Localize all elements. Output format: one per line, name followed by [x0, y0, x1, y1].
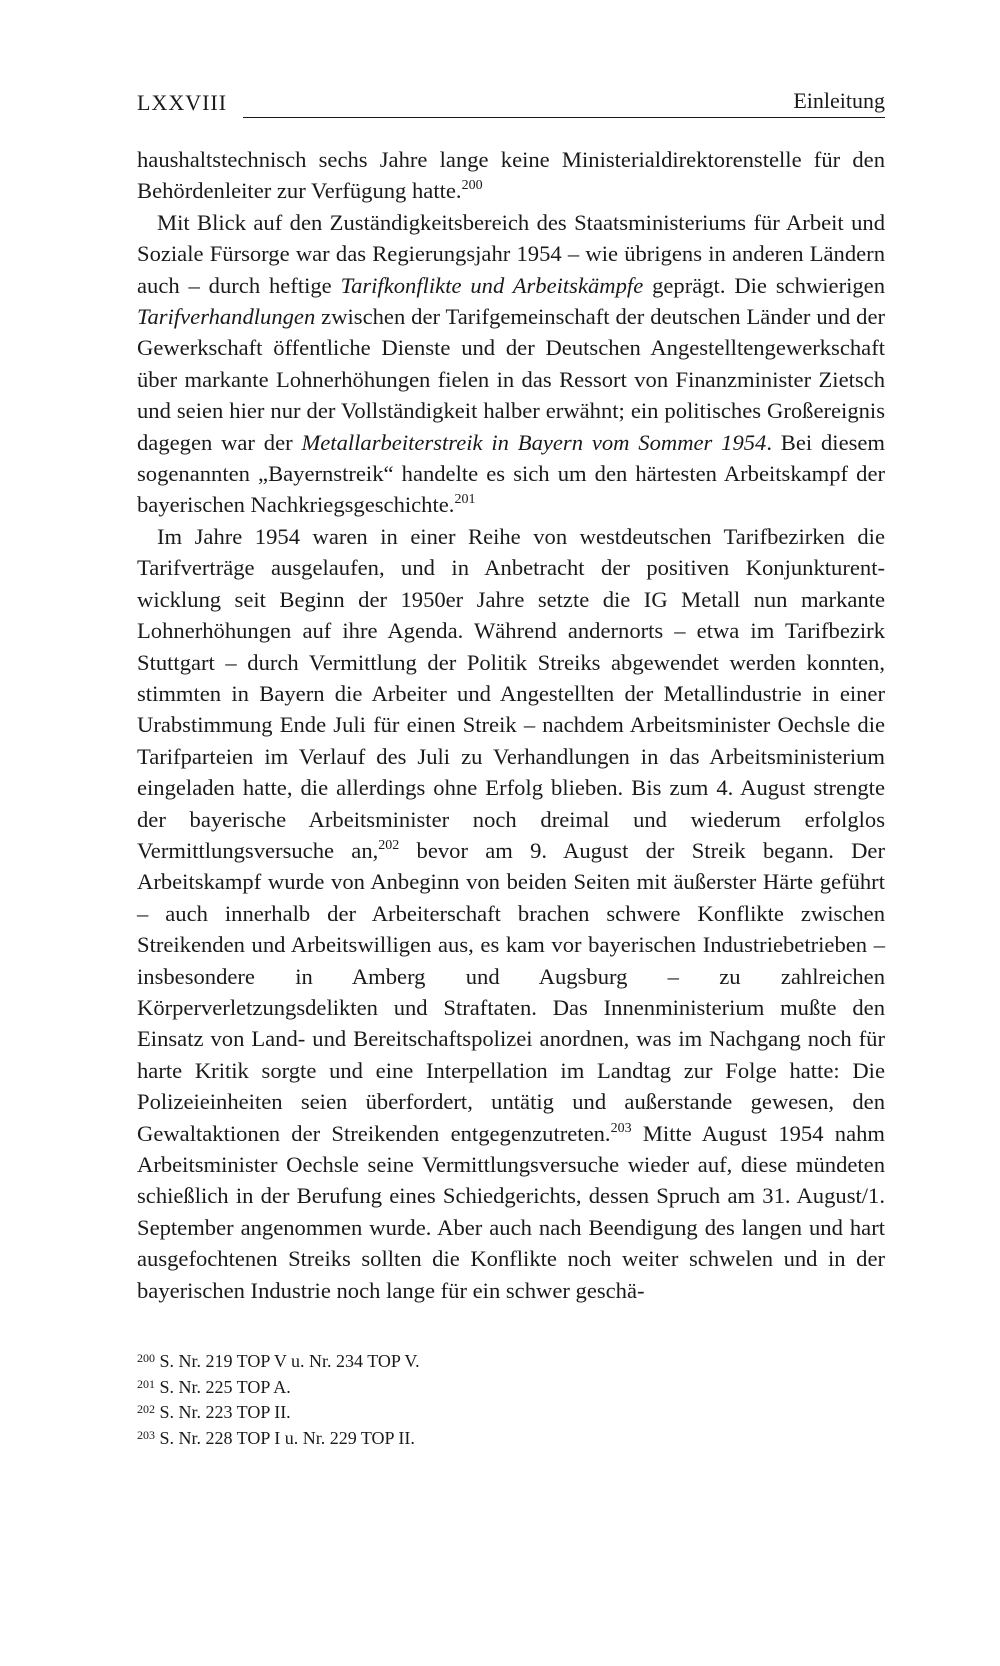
footnotes [137, 1349, 885, 1451]
text-run: zwischen der Tarifgemeinschaft der deutschen Länder und der Gewerkschaft öffentliche Dienste und der Deutschen Angestelltengewerkschaft über markante Lohnerhöhungen fielen in das Ressort von Finanzminister Zietsch und seien hier nur der Vollständigkeit halber erwähnt; ein politisches Großereignis dagegen war der [137, 304, 885, 455]
footnote-number: 200 [137, 1351, 155, 1365]
footnote [137, 1375, 885, 1401]
footnote [137, 1400, 885, 1426]
footnote-text: S. Nr. 228 TOP I u. Nr. 229 TOP II. [155, 1427, 415, 1448]
text-run: haushaltstechnisch sechs Jahre lange keine Ministerialdirektorenstelle für den Behördenleiter zur Verfügung hatte. [137, 147, 885, 204]
paragraph [137, 521, 885, 1306]
section-title: Einleitung [793, 88, 885, 113]
footnote-reference: 200 [461, 178, 483, 194]
text-run: Mit Blick auf den Zuständigkeitsbereich des Staatsministeriums für Arbeit und Soziale Fürsorge war das Regierungsjahr 1954 – wie übrigens in anderen Ländern auch – durch heftige [137, 209, 885, 298]
footnote-reference: 201 [454, 492, 476, 508]
paragraph [137, 144, 885, 207]
text-run: . Bei diesem sogenannten „Bayernstreik“ handelte es sich um den härtesten Arbeitskampf der bayerischen Nachkriegsgeschichte. [137, 429, 885, 518]
italic-term: Tarifverhandlungen [137, 304, 316, 330]
footnote [137, 1349, 885, 1375]
paragraph [137, 207, 885, 521]
page-number: LXXVIII [137, 90, 228, 115]
italic-term: Tarifkonflikte und Arbeitskämpfe [340, 272, 644, 298]
footnote-reference: 203 [610, 1120, 632, 1136]
footnote-text: S. Nr. 225 TOP A. [155, 1376, 291, 1397]
italic-term: Metallarbeiterstreik in Bayern vom Sommer 1954 [301, 429, 767, 455]
footnote-number: 202 [137, 1402, 155, 1416]
footnote-number: 203 [137, 1427, 155, 1442]
footnote-number: 201 [137, 1376, 155, 1391]
running-head [137, 84, 885, 118]
text-run: Mitte August 1954 nahm Arbeitsminister Oechsle seine Vermittlungsversuche wieder auf, diese mündeten schießlich in der Berufung eines Schiedgerichts, dessen Spruch am 31. August/1. September angenommen wurde. Aber auch nach Beendigung des langen und hart ausgefochtenen Streiks sollten die Konflikte noch weiter schwelen und in der bayerischen Industrie noch lange für ein schwer geschä- [137, 1120, 885, 1303]
footnote-text: S. Nr. 223 TOP II. [155, 1402, 291, 1422]
footnote [137, 1426, 885, 1452]
header-rule [243, 83, 885, 118]
footnote-text: S. Nr. 219 TOP V u. Nr. 234 TOP V. [155, 1351, 420, 1371]
text-run: bevor am 9. August der Streik begann. Der Arbeitskampf wurde von Anbeginn von beiden Seiten mit äußerster Härte geführt – auch innerhalb der Arbeiterschaft brachen schwere Konflikte zwischen Streikenden und Arbeitswilligen aus, es kam vor bayerischen Industriebetrieben – insbesondere in Amberg und Augsburg – zu zahlreichen Körperverletzungsdelikten und Straftaten. Das Innenministerium mußte den Einsatz von Land- und Bereitschaftspolizei anordnen, was im Nachgang noch für harte Kritik sorgte und eine Interpellation im Landtag zur Folge hatte: Die Polizeieinheiten seien überfordert, untätig und außerstande gewesen, den Gewaltaktionen der Streikenden entgegenzutreten. [137, 837, 885, 1146]
footnote-reference: 202 [378, 837, 400, 853]
text-run: geprägt. Die schwierigen [643, 272, 885, 298]
text-run: Im Jahre 1954 waren in einer Reihe von westdeutschen Tarifbezirken die Tarifverträge ausgelaufen, und in Anbetracht der positiven Konjunkturentwicklung seit Beginn der 1950er Jahre setzte die IG Metall nun markante Lohnerhöhungen auf ihre Agenda. Während andernorts – etwa im Tarifbezirk Stuttgart – durch Vermittlung der Politik Streiks abgewendet werden konnten, stimmten in Bayern die Arbeiter und Angestellten der Metallindustrie in einer Urabstimmung Ende Juli für einen Streik – nachdem Arbeitsminister Oechsle die Tarifparteien im Verlauf des Juli zu Verhandlungen in das Arbeitsministerium eingeladen hatte, die allerdings ohne Erfolg blieben. Bis zum 4. August strengte der bayerische Arbeitsminister noch dreimal und wiederum erfolglos Vermittlungsversuche an, [137, 523, 885, 863]
body-text [137, 144, 885, 1306]
